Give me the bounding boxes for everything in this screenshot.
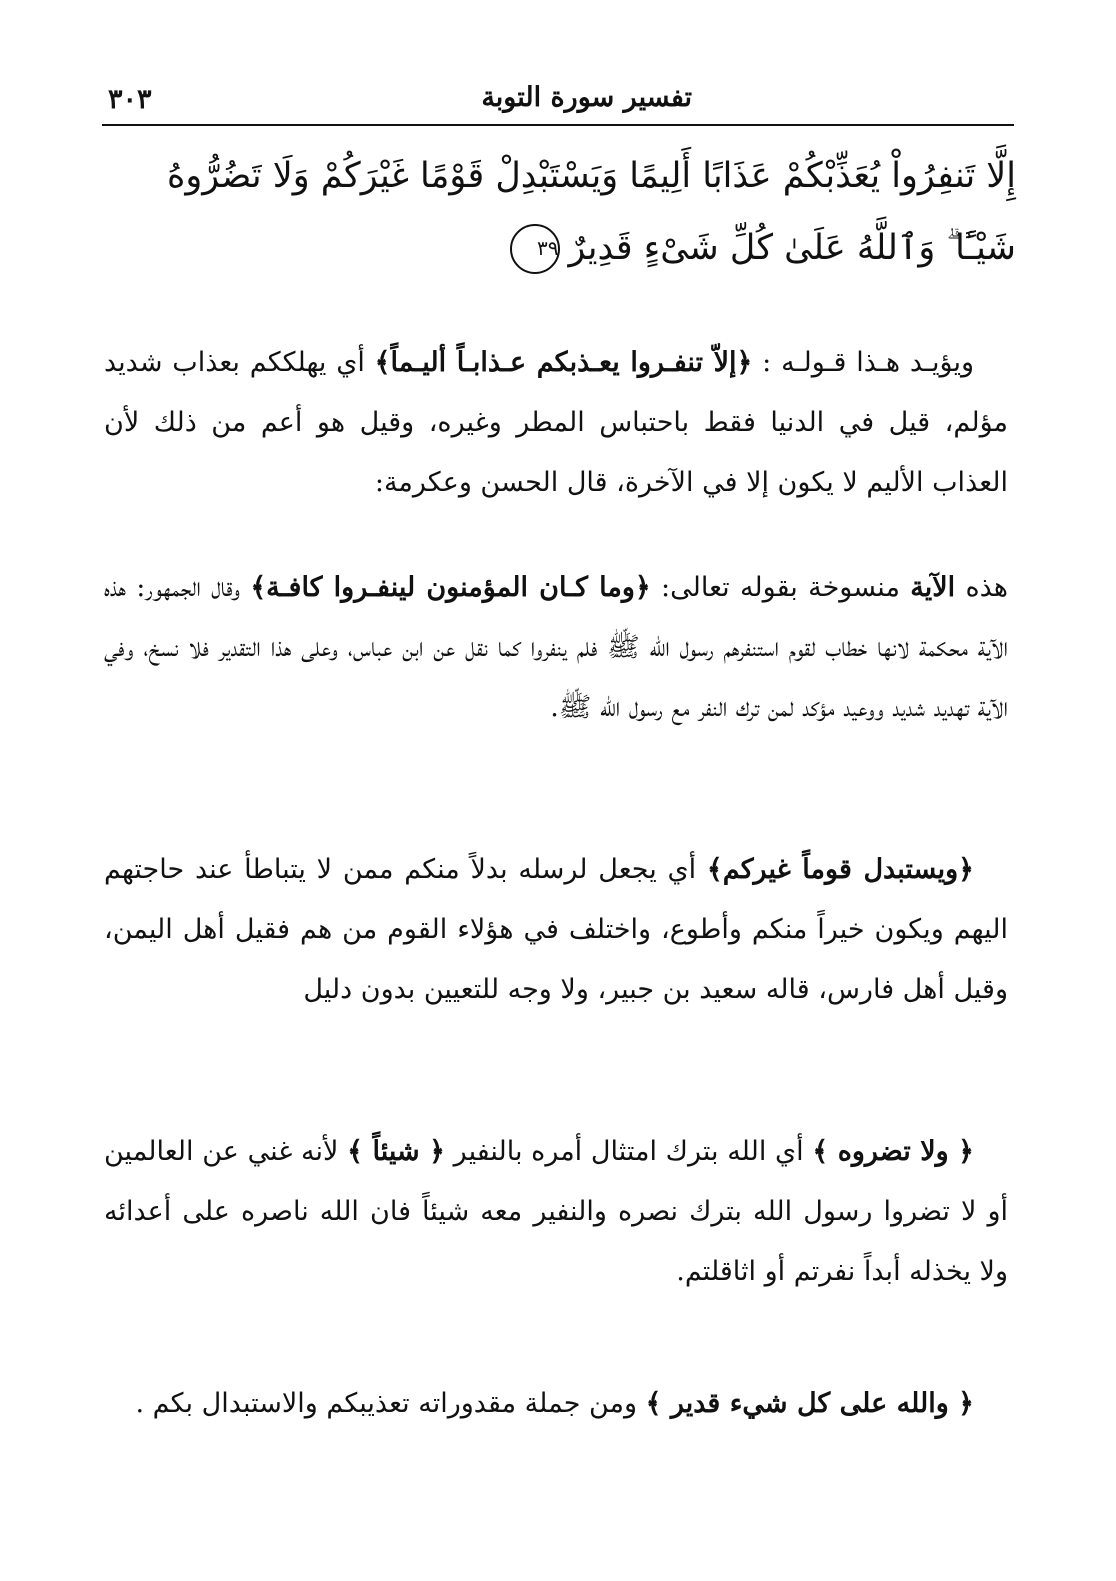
p3-text: أي يجعل لرسله بدلاً منكم ممن لا يتباطأ عند حاجتهم اليهم ويكون خيراً منكم وأطوع، واختلف في هؤلاء القوم من هم فقيل أهل اليمن، وقيل أهل فارس، قاله سعيد بن جبير، ولا وجه للتعيين بدون دليل bbox=[104, 854, 1008, 1005]
p3-quote: ﴿ويستبدل قوماً غيركم﴾ bbox=[706, 854, 974, 885]
p4-quote-2: ﴿ شيئاً ﴾ bbox=[347, 1136, 445, 1167]
p2-lead: هذه bbox=[955, 572, 1009, 603]
paragraph-2 bbox=[104, 558, 1008, 738]
p5-quote: ﴿ والله على كل شيء قدير ﴾ bbox=[645, 1388, 974, 1419]
header-divider bbox=[102, 124, 1014, 126]
paragraph-3 bbox=[104, 840, 1008, 1020]
p5-text: ومن جملة مقدوراته تعذيبكم والاستبدال بكم . bbox=[135, 1388, 646, 1419]
page-number: ٣٠٣ bbox=[108, 84, 152, 115]
p4-mid: أي الله بترك امتثال أمره بالنفير bbox=[444, 1136, 813, 1167]
paragraph-4 bbox=[104, 1122, 1008, 1302]
paragraph-5 bbox=[104, 1374, 1008, 1434]
page-title: تفسير سورة التوبة bbox=[481, 82, 692, 113]
quran-verse bbox=[100, 140, 1016, 284]
p2-text: وقال الجمهور: هذه الآية محكمة لانها خطاب لقوم استنفرهم رسول الله ﷺ فلم ينفروا كما نقل عن ابن عباس، وعلى هذا التقدير فلا نسخ، وفي الآية تهديد شديد ووعيد مؤكد لمن ترك النفر مع رسول الله ﷺ. bbox=[104, 572, 1008, 723]
p1-lead: ويؤيـد هـذا قـولـه : bbox=[752, 347, 974, 378]
p4-text: لأنه غني عن العالمين أو لا تضروا رسول الله بترك نصره والنفير معه شيئاً فان الله ناصره على أعدائه ولا يخذله أبداً نفرتم أو اثاقلتم. bbox=[104, 1136, 1008, 1287]
p1-quote: ﴿إلاّ تنفـروا يعـذبكم عـذابـاً أليـماً﴾ bbox=[374, 347, 753, 378]
verse-line-2-text: شَيْـًٔا ۗ وَٱللَّهُ عَلَىٰ كُلِّ شَىْءٍ قَدِيرٌ bbox=[568, 228, 1016, 268]
p2-quote: ﴿وما كـان المؤمنون لينفـروا كافـة﴾ bbox=[250, 572, 651, 603]
p4-quote-1: ﴿ ولا تضروه ﴾ bbox=[812, 1136, 975, 1167]
p2-bold-word: الآية bbox=[910, 572, 956, 603]
verse-line-2 bbox=[100, 212, 1016, 284]
p2-mid: منسوخة بقوله تعالى: bbox=[650, 572, 911, 603]
p1-text: أي يهلككم بعذاب شديد مؤلم، قيل في الدنيا فقط باحتباس المطر وغيره، وقيل هو أعم من ذلك لأن العذاب الأليم لا يكون إلا في الآخرة، قال الحسن وعكرمة: bbox=[104, 347, 1008, 498]
ayah-number-marker: ٣٩ bbox=[510, 224, 560, 274]
verse-line-1: إِلَّا تَنفِرُواْ يُعَذِّبْكُمْ عَذَابًا أَلِيمًا وَيَسْتَبْدِلْ قَوْمًا غَيْرَكُمْ وَلَا تَضُرُّوهُ bbox=[166, 156, 1016, 196]
page-header bbox=[108, 78, 1010, 120]
paragraph-1 bbox=[104, 333, 1008, 513]
